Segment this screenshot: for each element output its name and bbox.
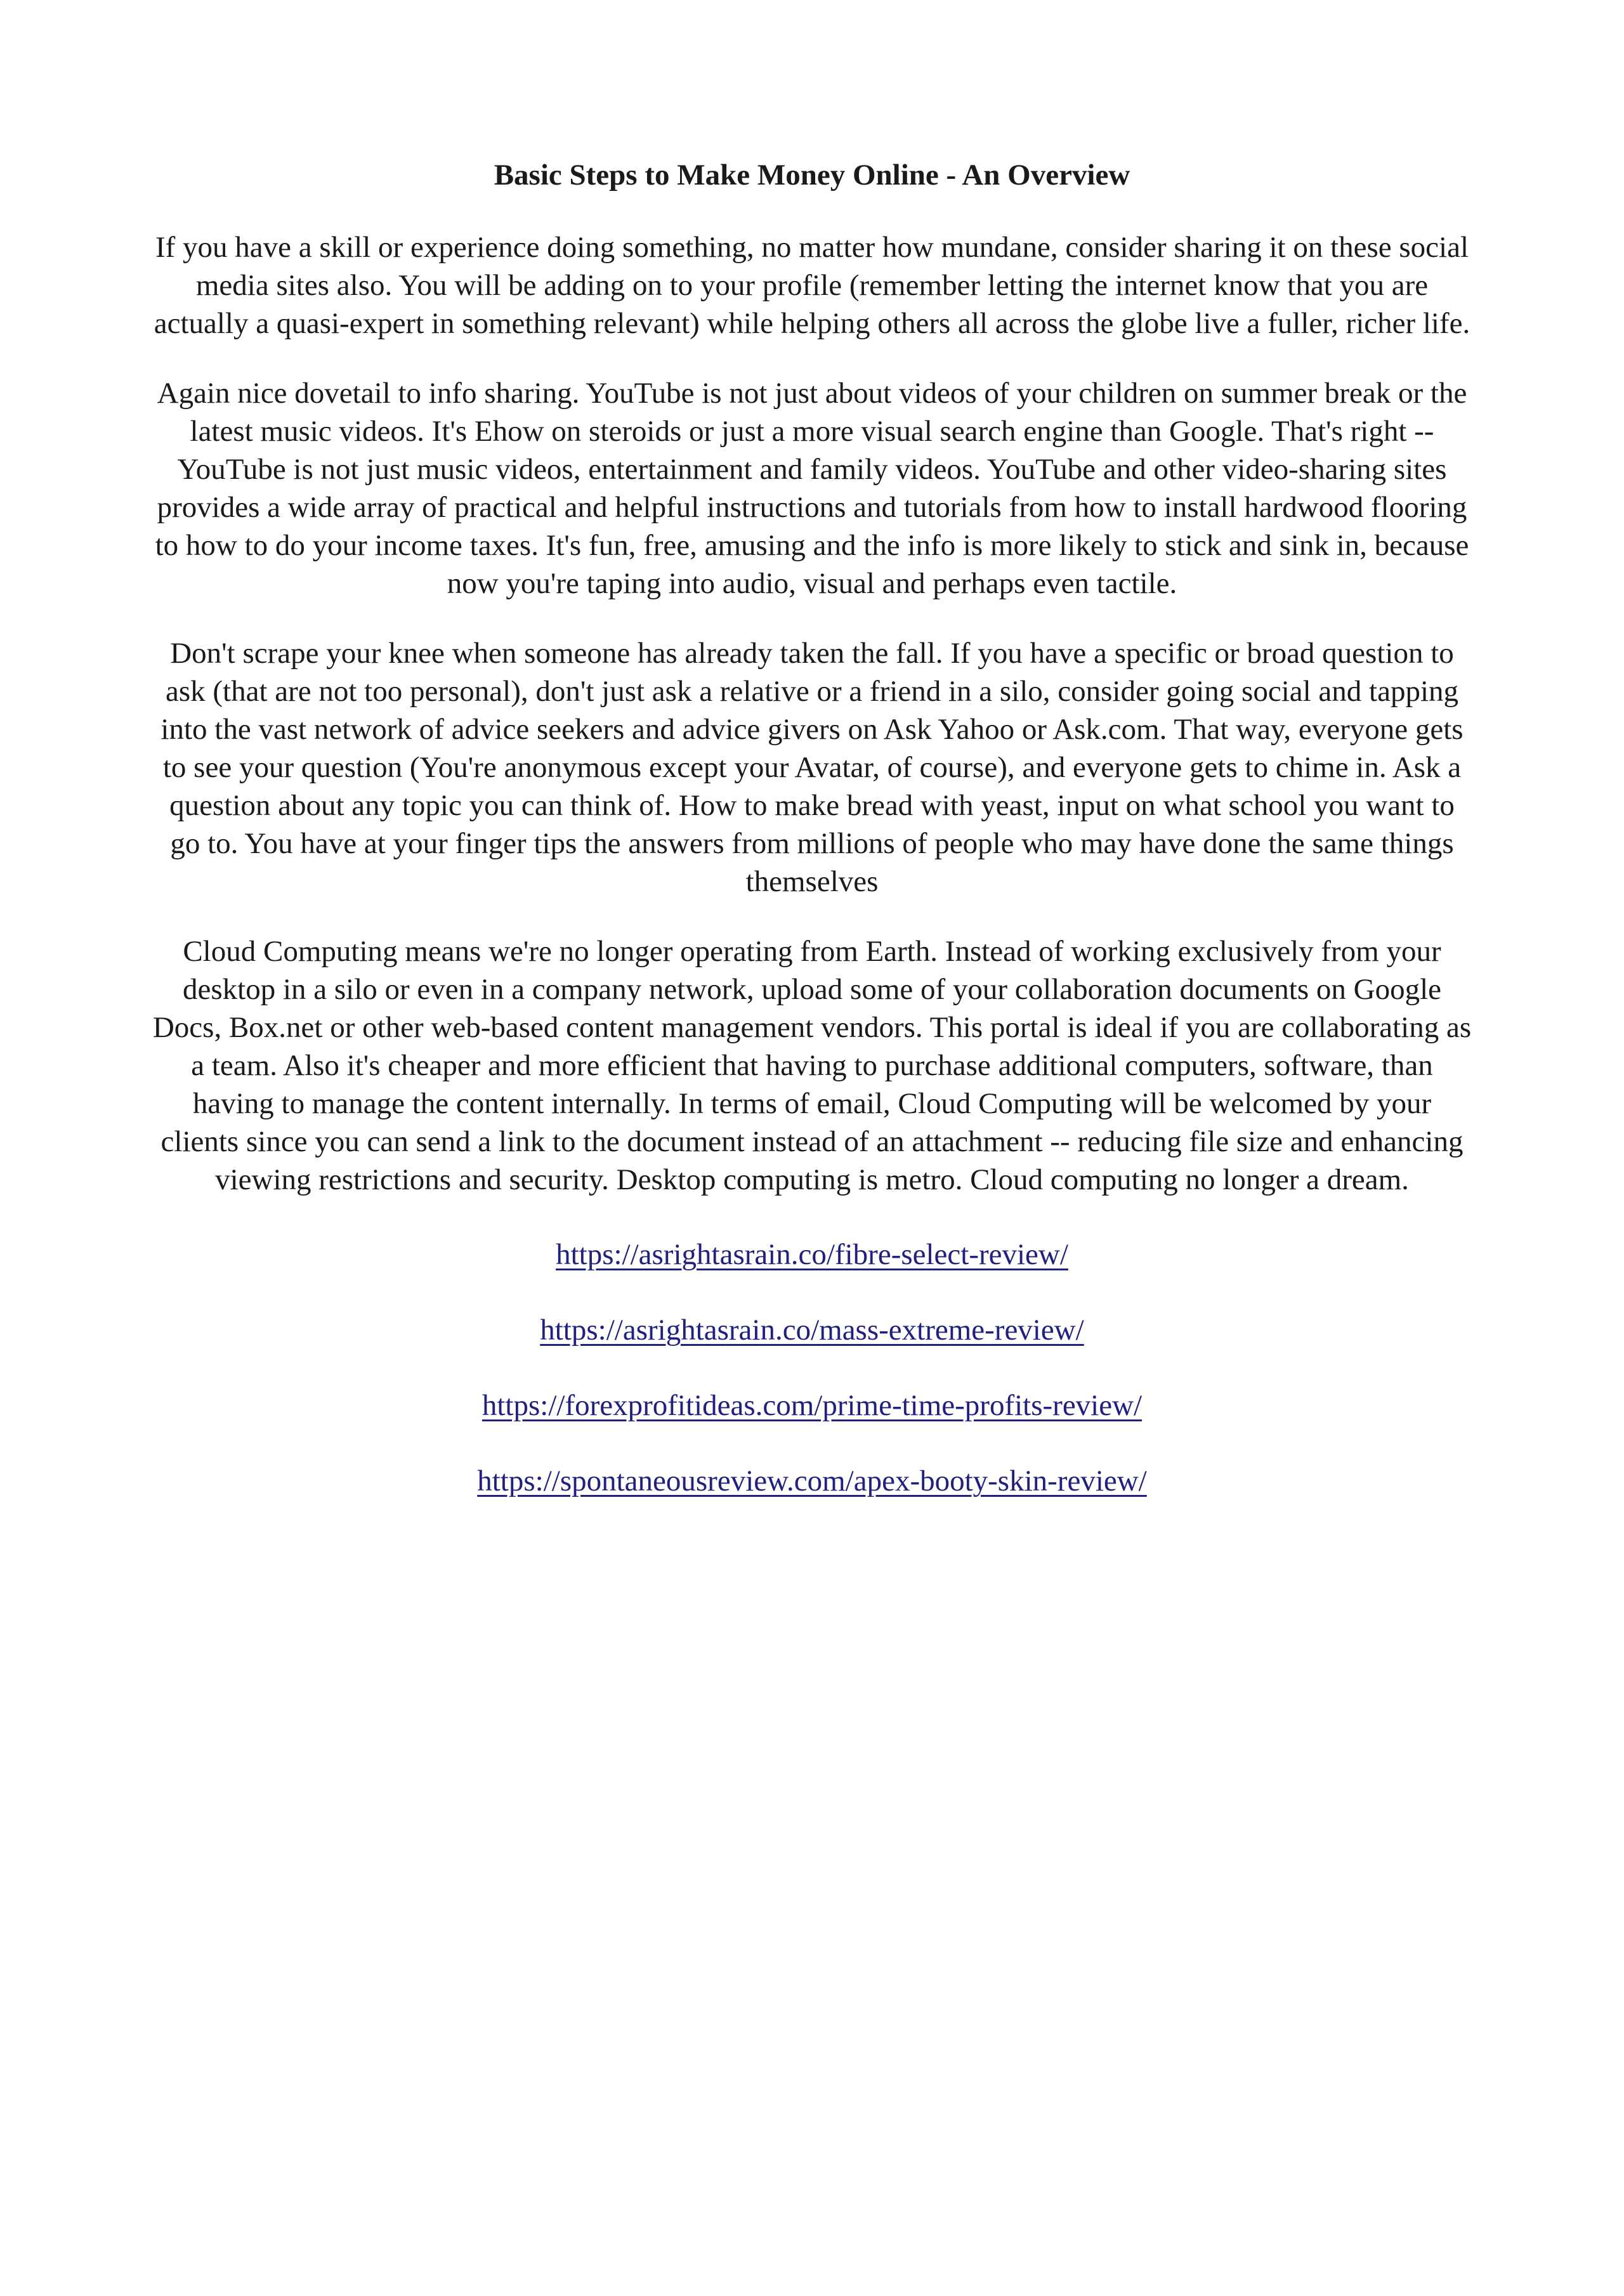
paragraph-ask-sites: Don't scrape your knee when someone has already taken the fall. If you have a specific or broad question to ask (that are not too personal), don't just ask a relative or a friend in a silo, consider going social and tapping into the vast network of advice seekers and advice givers on Ask Yahoo or Ask.com. That way, everyone gets to see your question (You're anonymous except your Avatar, of course), and everyone gets to chime in. Ask a question about any topic you can think of. How to make bread with yeast, input on what school you want to go to. You have at your finger tips the answers from millions of people who may have done the same things themselves: [160, 637, 1464, 898]
review-link-apex-booty-skin[interactable]: https://spontaneousreview.com/apex-booty-skin-review/: [477, 1464, 1147, 1497]
link-list: [152, 1236, 1472, 1500]
document-body: [152, 153, 1472, 1537]
document-title: Basic Steps to Make Money Online - An Overview: [494, 159, 1130, 192]
review-link-mass-extreme[interactable]: https://asrightasrain.co/mass-extreme-review/: [540, 1314, 1084, 1347]
paragraph-social-sharing: If you have a skill or experience doing something, no matter how mundane, consider sharing it on these social media sites also. You will be adding on to your profile (remember letting the internet know that you are actually a quasi-expert in something relevant) while helping others all across the globe live a fuller, richer life.: [154, 231, 1470, 340]
review-link-fibre-select[interactable]: https://asrightasrain.co/fibre-select-review/: [556, 1238, 1068, 1271]
paragraph-youtube: Again nice dovetail to info sharing. YouTube is not just about videos of your children on summer break or the latest music videos. It's Ehow on steroids or just a more visual search engine than Google. That's right -- YouTube is not just music videos, entertainment and family videos. YouTube and other video-sharing sites provides a wide array of practical and helpful instructions and tutorials from how to install hardwood flooring to how to do your income taxes. It's fun, free, amusing and the info is more likely to stick and sink in, because now you're taping into audio, visual and perhaps even tactile.: [155, 377, 1469, 600]
review-link-prime-time-profits[interactable]: https://forexprofitideas.com/prime-time-profits-review/: [481, 1389, 1143, 1422]
paragraph-cloud-computing: Cloud Computing means we're no longer operating from Earth. Instead of working exclusively from your desktop in a silo or even in a company network, upload some of your collaboration documents on Google Docs, Box.net or other web-based content management vendors. This portal is ideal if you are collaborating as a team. Also it's cheaper and more efficient that having to purchase additional computers, software, than having to manage the content internally. In terms of email, Cloud Computing will be welcomed by your clients since you can send a link to the document instead of an attachment -- reducing file size and enhancing viewing restrictions and security. Desktop computing is metro. Cloud computing no longer a dream.: [152, 935, 1472, 1196]
